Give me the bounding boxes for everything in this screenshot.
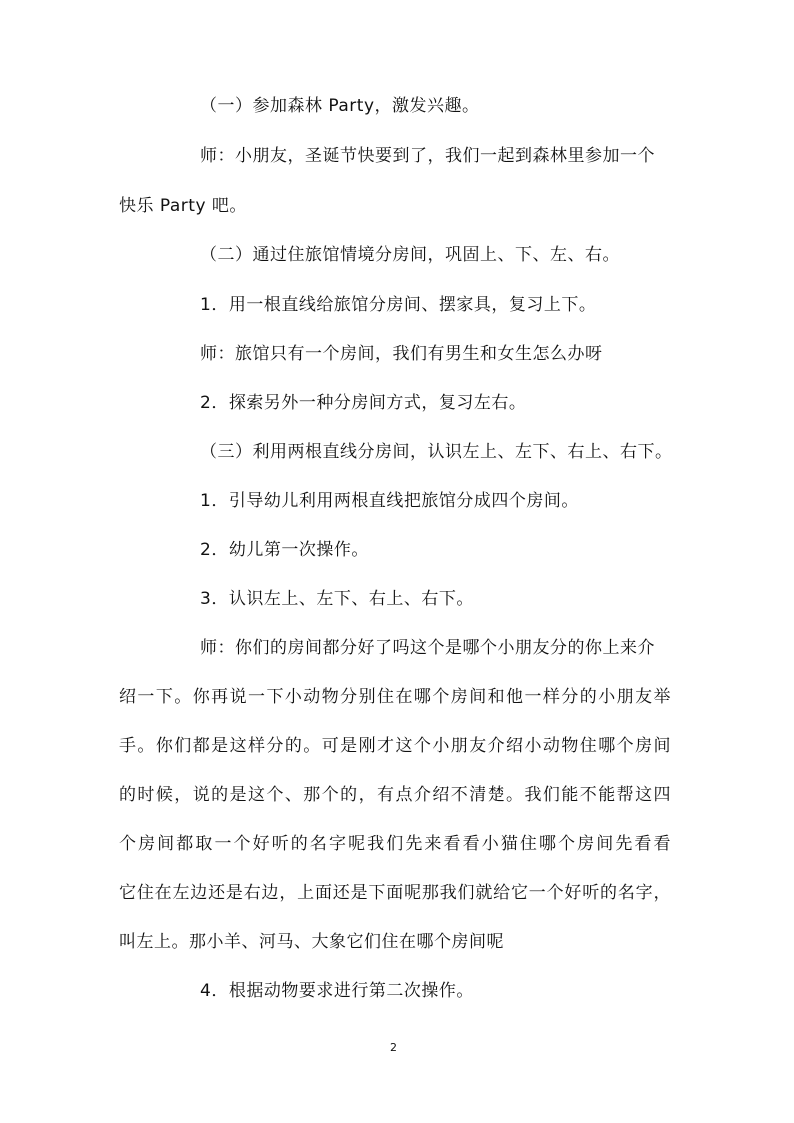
paragraph-line: 快乐 Party 吧。 [119, 196, 247, 216]
list-item: 1．用一根直线给旅馆分房间、摆家具，复习上下。 [200, 295, 597, 315]
paragraph-line: 手。你们都是这样分的。可是刚才这个小朋友介绍小动物住哪个房间 [119, 736, 671, 756]
paragraph-line: 的时候，说的是这个、那个的，有点介绍不清楚。我们能不能帮这四 [119, 785, 671, 805]
section-heading-3: （三）利用两根直线分房间，认识左上、左下、右上、右下。 [200, 442, 673, 462]
paragraph-line: 绍一下。你再说一下小动物分别住在哪个房间和他一样分的小朋友举 [119, 687, 671, 707]
paragraph-line: 师：小朋友，圣诞节快要到了，我们一起到森林里参加一个 [200, 146, 655, 166]
page-number: 2 [390, 1041, 397, 1054]
list-item: 4．根据动物要求进行第二次操作。 [200, 981, 474, 1001]
section-heading-1: （一）参加森林 Party，激发兴趣。 [200, 96, 480, 116]
paragraph-line: 个房间都取一个好听的名字呢我们先来看看小猫住哪个房间先看看 [119, 834, 671, 854]
list-item: 2．幼儿第一次操作。 [200, 540, 369, 560]
paragraph-line: 叫左上。那小羊、河马、大象它们住在哪个房间呢 [119, 932, 504, 952]
section-heading-2: （二）通过住旅馆情境分房间，巩固上、下、左、右。 [200, 245, 620, 265]
list-item: 3．认识左上、左下、右上、右下。 [200, 589, 474, 609]
list-item: 2．探索另外一种分房间方式，复习左右。 [200, 393, 527, 413]
list-item: 1．引导幼儿利用两根直线把旅馆分成四个房间。 [200, 491, 579, 511]
paragraph-line: 师：你们的房间都分好了吗这个是哪个小朋友分的你上来介 [200, 638, 655, 658]
paragraph-line: 师：旅馆只有一个房间，我们有男生和女生怎么办呀 [200, 344, 603, 364]
paragraph-line: 它住在左边还是右边，上面还是下面呢那我们就给它一个好听的名字， [119, 883, 671, 903]
